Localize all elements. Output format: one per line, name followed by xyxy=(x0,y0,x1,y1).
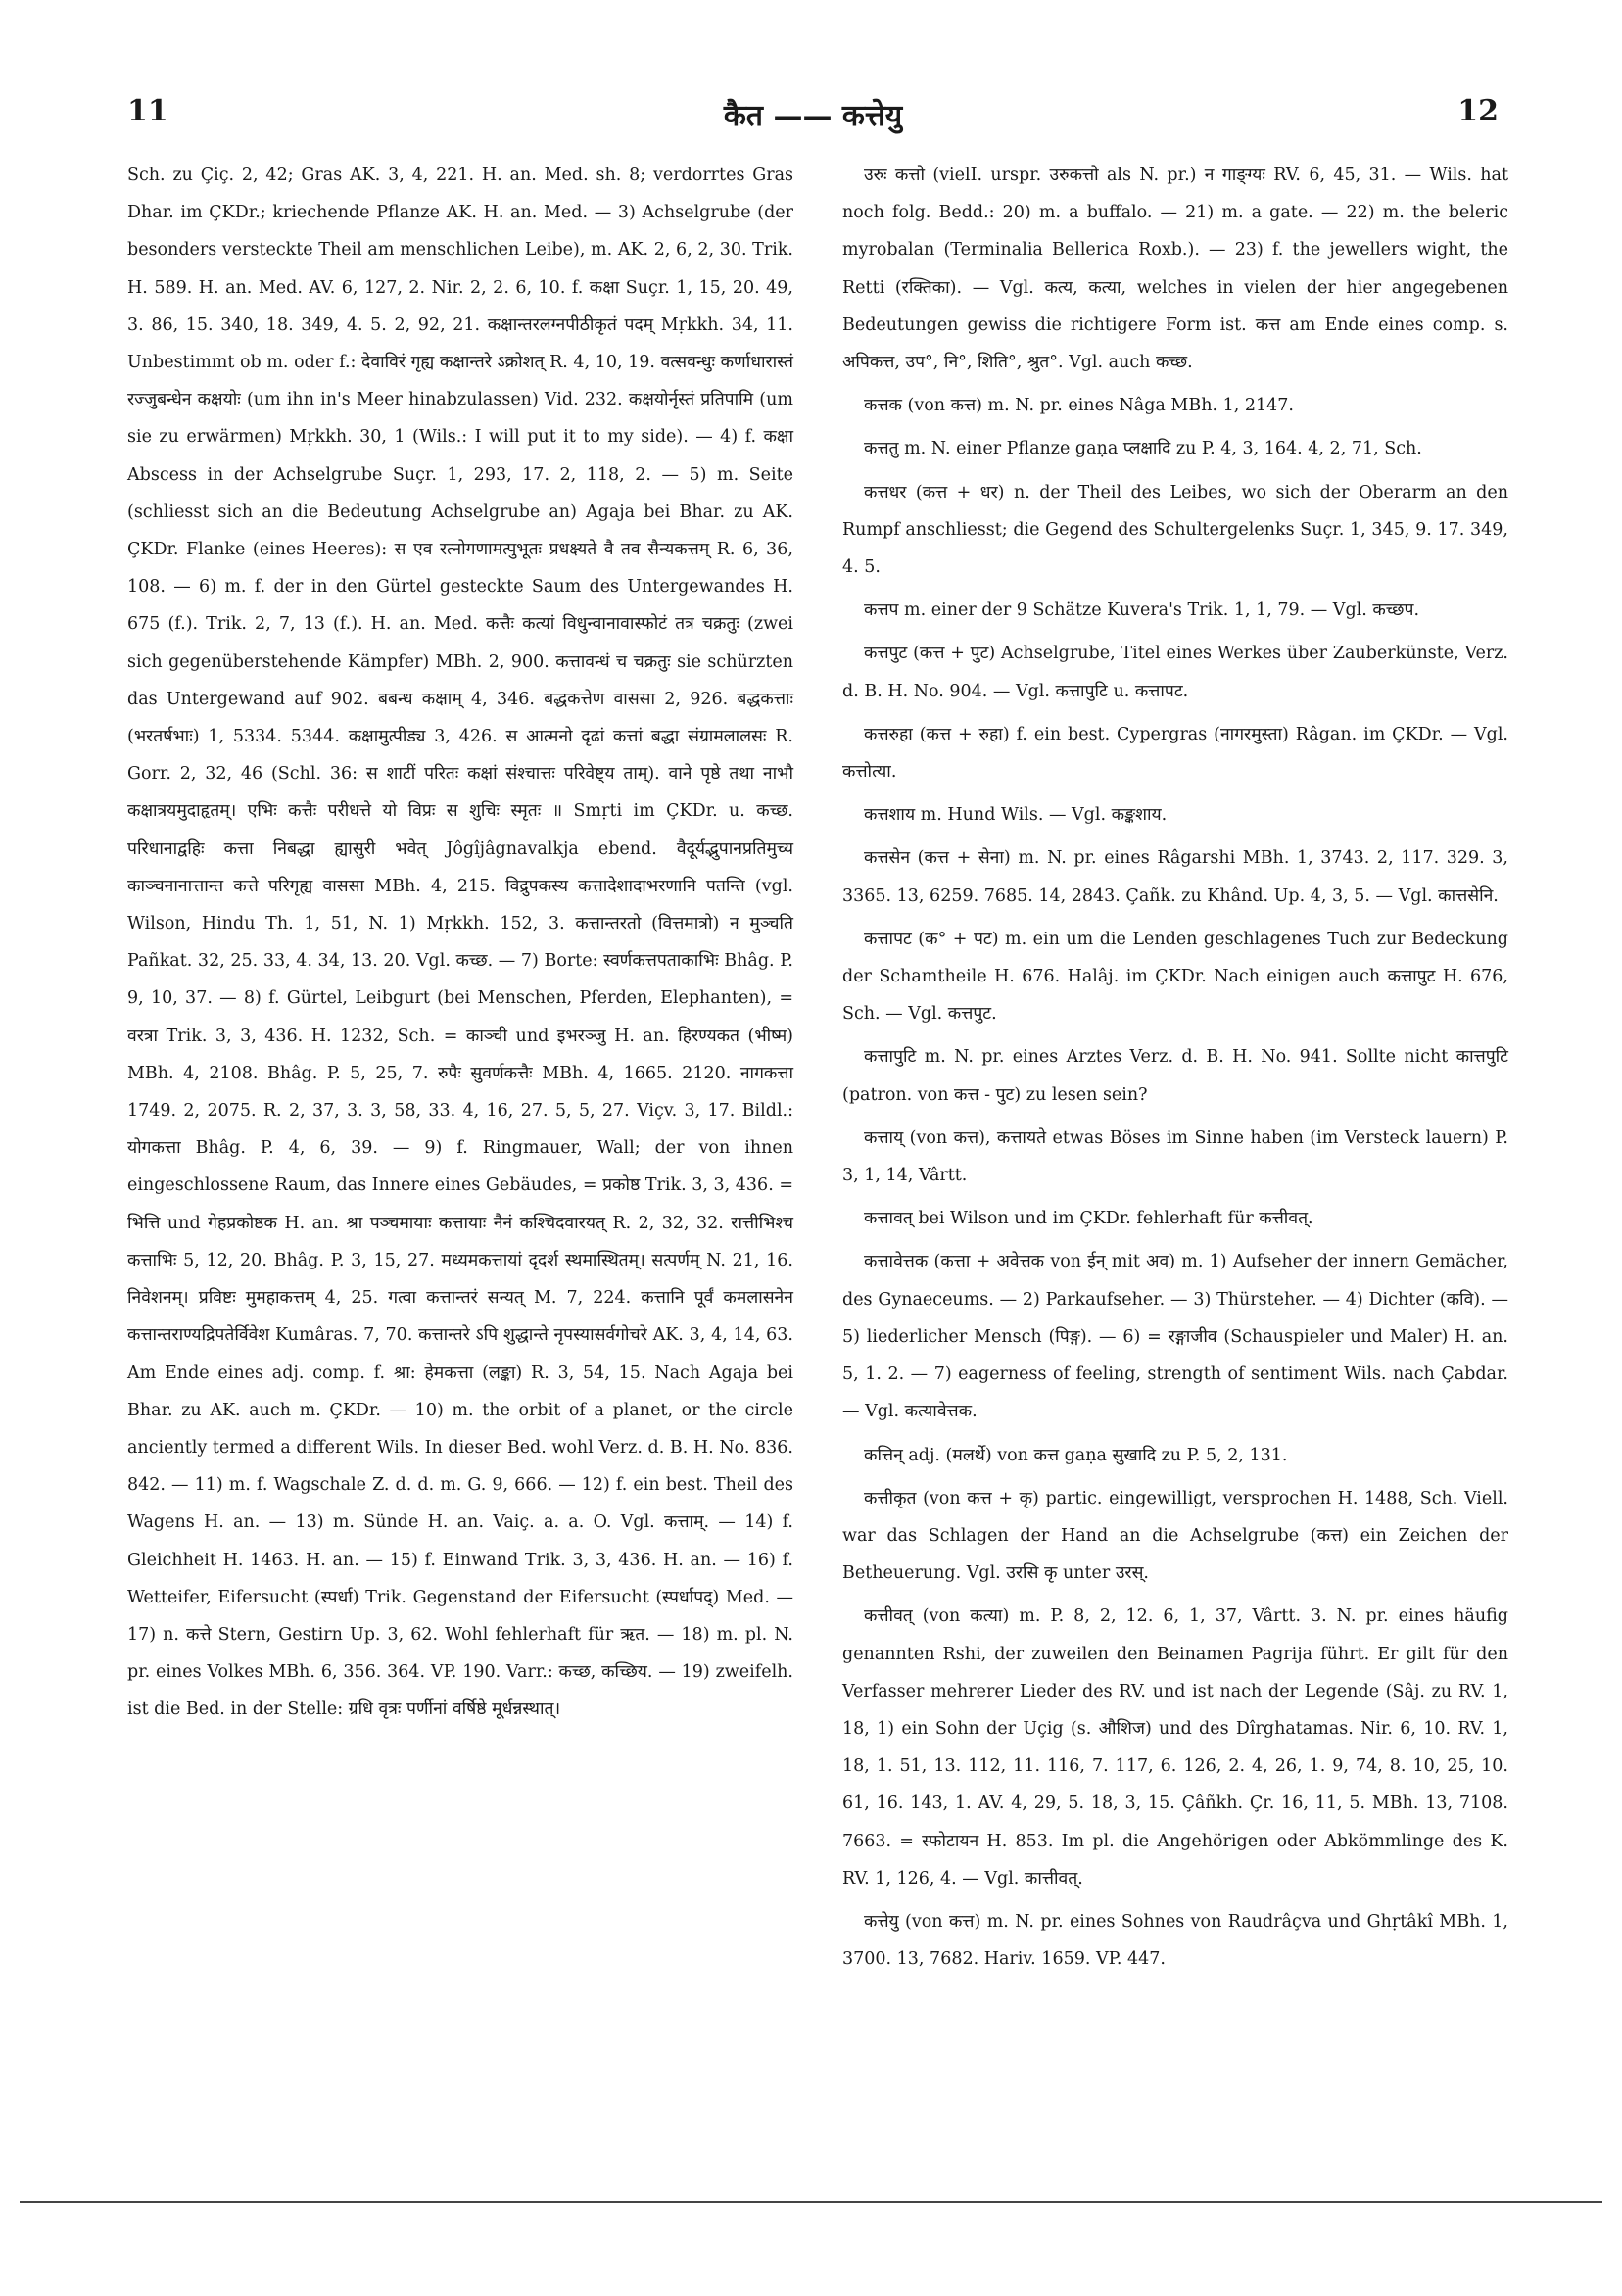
dictionary-entry: कत्तपुट (कत्त + पुट) Achselgrube, Titel eines Werkes über Zauberkünste, Verz. d. B. H. No. 904. — Vgl. कत्तापुटि u. कत्तापट. xyxy=(842,644,1508,701)
running-head: कैत —— कत्तेयु xyxy=(723,99,903,133)
dictionary-entry: Sch. zu Çiç. 2, 42; Gras AK. 3, 4, 221. H. an. Med. sh. 8; verdorrtes Gras Dhar. im ÇKDr.; kriechende Pflanze AK. H. an. Med. — 3) Achselgrube (der besonders versteckte Theil am menschlichen Leibe), m. AK. 2, 6, 2, 30. Trik. H. 589. H. an. Med. AV. 6, 127, 2. Nir. 2, 2. 6, 10. f. कक्षा Suçr. 1, 15, 20. 49, 3. 86, 15. 340, 18. 349, 4. 5. 2, 92, 21. कक्षान्तरलग्नपीठीकृतं पदम् Mṛkkh. 34, 11. Unbestimmt ob m. oder f.: देवाविरं गृह्य कक्षान्तरे ऽक्रोशत् R. 4, 10, 19. वत्सवन्धुः कर्णाधारास्तं रज्जुबन्धेन कक्षयोः (um ihn in's Meer hinabzulassen) Vid. 232. कक्षयोर्नृस्तं प्रतिपामि (um sie zu erwärmen) Mṛkkh. 30, 1 (Wils.: I will put it to my side). — 4) f. कक्षा Abscess in der Achselgrube Suçr. 1, 293, 17. 2, 118, 2. — 5) m. Seite (schliesst sich an die Bedeutung Achselgrube an) Agaja bei Bhar. zu AK. ÇKDr. Flanke (eines Heeres): स एव रत्नोगणामत्पुभूतः प्रधक्ष्यते वै तव सैन्यकत्तम् R. 6, 36, 108. — 6) m. f. der in den Gürtel gesteckte Saum des Untergewandes H. 675 (f.). Trik. 2, 7, 13 (f.). H. an. Med. कत्तैः कत्यां विधुन्वानावास्फोटं तत्र चक्रतुः (zwei sich gegenüberstehende Kämpfer) MBh. 2, 900. कत्तावन्धं च चक्रतुः sie schürzten das Untergewand auf 902. बबन्ध कक्षाम् 4, 346. बद्धकत्तेण वाससा 2, 926. बद्धकत्ताः (भरतर्षभाः) 1, 5334. 5344. कक्षामुत्पीड्य 3, 426. स आत्मनो दृढां कत्तां बद्धा संग्रामलालसः R. Gorr. 2, 32, 46 (Schl. 36: स शाटीं परितः कक्षां संश्चात्तः परिवेष्ट्य ताम्). वाने पृष्ठे तथा नाभौ कक्षात्रयमुदाहृतम्। एभिः कत्तैः परीधत्ते यो विप्रः स शुचिः स्मृतः ॥ Smṛti im ÇKDr. u. कच्छ. परिधानाद्वहिः कत्ता निबद्धा ह्यासुरी भवेत् Jôgîjâgnavalkja ebend. वैदूर्यद्भुपानप्रतिमुच्य काञ्चनानात्तान्त कत्ते परिगृह्य वाससा MBh. 4, 215. विद्रुपकस्य कत्तादेशादाभरणानि पतन्ति (vgl. Wilson, Hindu Th. 1, 51, N. 1) Mṛkkh. 152, 3. कत्तान्तरतो (वित्तमात्रो) न मुञ्चति Pañkat. 32, 25. 33, 4. 34, 13. 20. Vgl. कच्छ. — 7) Borte: स्वर्णकत्तपताकाभिः Bhâg. P. 9, 10, 37. — 8) f. Gürtel, Leibgurt (bei Menschen, Pferden, Elephanten), = वरत्रा Trik. 3, 3, 436. H. 1232, Sch. = काञ्ची und इभरञ्जु H. an. हिरण्यकत (भीष्म) MBh. 4, 2108. Bhâg. P. 5, 25, 7. रुपैः सुवर्णकत्तैः MBh. 4, 1665. 2120. नागकत्ता 1749. 2, 2075. R. 2, 37, 3. 3, 58, 33. 4, 16, 27. 5, 5, 27. Viçv. 3, 17. Bildl.: योगकत्ता Bhâg. P. 4, 6, 39. — 9) f. Ringmauer, Wall; der von ihnen eingeschlossene Raum, das Innere eines Gebäudes, = प्रकोष्ठ Trik. 3, 3, 436. = भित्ति und गेहप्रकोष्ठक H. an. श्रा पञ्चमायाः कत्तायाः नैनं कश्चिदवारयत् R. 2, 32, 32. रात्तीभिश्च कत्ताभिः 5, 12, 20. Bhâg. P. 3, 15, 27. मध्यमकत्तायां दृदर्श स्थमास्थितम्। सत्पर्णम् N. 21, 16. निवेशनम्। प्रविष्टः मुमहाकत्तम् 4, 25. गत्वा कत्तान्तरं सन्यत् M. 7, 224. कत्तानि पूर्वं कमलासनेन कत्तान्तराण्यद्रिपतेर्विवेश Kumâras. 7, 70. कत्तान्तरे ऽपि शुद्धान्ते नृपस्यासर्वगोचरे AK. 3, 4, 14, 63. Am Ende eines adj. comp. f. श्रा: हेमकत्ता (लङ्का) R. 3, 54, 15. Nach Agaja bei Bhar. zu AK. auch m. ÇKDr. — 10) m. the orbit of a planet, or the circle anciently termed a different Wils. In dieser Bed. wohl Verz. d. B. H. No. 836. 842. — 11) m. f. Wagschale Z. d. d. m. G. 9, 666. — 12) f. ein best. Theil des Wagens H. an. — 13) m. Sünde H. an. Vaiç. a. a. O. Vgl. कत्ताम्. — 14) f. Gleichheit H. 1463. H. an. — 15) f. Einwand Trik. 3, 3, 436. H. an. — 16) f. Wetteifer, Eifersucht (स्पर्धा) Trik. Gegenstand der Eifersucht (स्पर्धापद्) Med. — 17) n. कत्ते Stern, Gestirn Up. 3, 62. Wohl fehlerhaft für ऋत. — 18) m. pl. N. pr. eines Volkes MBh. 6, 356. 364. VP. 190. Varr.: कच्छ, कच्छिय. — 19) zweifelh. ist die Bed. in der Stelle: ग्रधि वृत्रः पर्णीनां वर्षिष्ठे मूर्धन्नस्थात्। xyxy=(127,166,793,1720)
dictionary-entry: कत्तापुटि m. N. pr. eines Arztes Verz. d. B. H. No. 941. Sollte nicht कात्तपुटि (patron. von कत्त - पुट) zu lesen sein? xyxy=(842,1047,1508,1105)
dictionary-entry: कत्तप m. einer der 9 Schätze Kuvera's Trik. 1, 1, 79. — Vgl. कच्छप. xyxy=(864,600,1420,621)
dictionary-entry: कत्ततु m. N. einer Pflanze gaṇa प्लक्षादि zu P. 4, 3, 164. 4, 2, 71, Sch. xyxy=(864,439,1422,459)
dictionary-entry: कत्ताय् (von कत्त), कत्तायते etwas Böses im Sinne haben (im Versteck lauern) P. 3, 1, 14, Vârtt. xyxy=(842,1127,1508,1186)
page-number-right: 12 xyxy=(1457,94,1499,128)
right-column xyxy=(842,157,1508,1984)
dictionary-entry: उरुः कत्तो (vielI. urspr. उरुकत्तो als N. pr.) न गाङ्ग्यः RV. 6, 45, 31. — Wils. hat noch folg. Bedd.: 20) m. a buffalo. — 21) m. a gate. — 22) m. the beleric myrobalan (Terminalia Bellerica Roxb.). — 23) f. the jewellers wight, the Retti (रक्तिका). — Vgl. कत्य, कत्या, welches in vielen der hier angegebenen Bedeutungen gewiss die richtigere Form ist. कत्त am Ende eines comp. s. अपिकत्त, उप°, नि°, शिति°, श्रुत°. Vgl. auch कच्छ. xyxy=(842,166,1508,373)
dictionary-entry: कत्तेयु (von कत्त) m. N. pr. eines Sohnes von Raudrâçva und Ghṛtâkî MBh. 1, 3700. 13, 7682. Hariv. 1659. VP. 447. xyxy=(842,1911,1508,1970)
dictionary-entry: कत्तधर (कत्त + धर) n. der Theil des Leibes, wo sich der Oberarm an den Rumpf anschliesst; die Gegend des Schultergelenks Suçr. 1, 345, 9. 17. 349, 4. 5. xyxy=(842,482,1508,578)
dictionary-entry: कत्तीकृत (von कत्त + कृ) partic. eingewilligt, versprochen H. 1488, Sch. Viell. war das Schlagen der Hand an die Achselgrube (कत्त) ein Zeichen der Betheuerung. Vgl. उरसि कृ unter उरस्. xyxy=(842,1488,1508,1584)
page-header xyxy=(127,94,1499,137)
dictionary-entry: कत्तावेत्तक (कत्ता + अवेत्तक von ईन् mit अव) m. 1) Aufseher der innern Gemächer, des Gynaeceums. — 2) Parkaufseher. — 3) Thürsteher. — 4) Dichter (कवि). — 5) liederlicher Mensch (पिङ्ग). — 6) = रङ्गाजीव (Schauspieler und Maler) H. an. 5, 1. 2. — 7) eagerness of feeling, strength of sentiment Wils. nach Çabdar. — Vgl. कत्यावेत्तक. xyxy=(842,1252,1508,1422)
dictionary-entry: कत्तशाय m. Hund Wils. — Vgl. कङ्कशाय. xyxy=(864,805,1168,826)
dictionary-entry: कत्तरुहा (कत्त + रुहा) f. ein best. Cypergras (नागरमुस्ता) Râgan. im ÇKDr. — Vgl. कत्तोत्या. xyxy=(842,724,1508,783)
dictionary-entry: कत्तीवत् (von कत्या) m. P. 8, 2, 12. 6, 1, 37, Vârtt. 3. N. pr. eines häufig genannten Rshi, der zuweilen den Beinamen Pagrija führt. Er gilt für den Verfasser mehrerer Lieder des RV. und ist nach der Legende (Sâj. zu RV. 1, 18, 1) ein Sohn der Uçig (s. औशिज) und des Dîrghatamas. Nir. 6, 10. RV. 1, 18, 1. 51, 13. 112, 11. 116, 7. 117, 6. 126, 2. 4, 26, 1. 9, 74, 8. 10, 25, 10. 61, 16. 143, 1. AV. 4, 29, 5. 18, 3, 15. Çâñkh. Çr. 16, 11, 5. MBh. 13, 7108. 7663. = स्फोटायन H. 853. Im pl. die Angehörigen oder Abkömmlinge des K. RV. 1, 126, 4. — Vgl. कात्तीवत्. xyxy=(842,1606,1508,1889)
dictionary-entry: कत्तक (von कत्त) m. N. pr. eines Nâga MBh. 1, 2147. xyxy=(864,396,1294,416)
dictionary-entry: कत्तावत् bei Wilson und im ÇKDr. fehlerhaft für कत्तीवत्. xyxy=(864,1209,1313,1229)
dictionary-entry: कत्तापट (क° + पट) m. ein um die Lenden geschlagenes Tuch zur Bedeckung der Schamtheile H. 676. Halâj. im ÇKDr. Nach einigen auch कत्तापुट H. 676, Sch. — Vgl. कत्तपुट. xyxy=(842,929,1508,1025)
page-number-left: 11 xyxy=(127,94,168,128)
dictionary-entry: कत्तिन् adj. (मलर्थे) von कत्त gaṇa सुखादि zu P. 5, 2, 131. xyxy=(864,1445,1288,1465)
dictionary-entry: कत्तसेन (कत्त + सेना) m. N. pr. eines Râgarshi MBh. 1, 3743. 2, 117. 329. 3, 3365. 13, 6259. 7685. 14, 2843. Çañk. zu Khând. Up. 4, 3, 5. — Vgl. कात्तसेनि. xyxy=(842,848,1508,906)
left-column xyxy=(127,157,793,1735)
footer-rule xyxy=(20,2201,1602,2203)
